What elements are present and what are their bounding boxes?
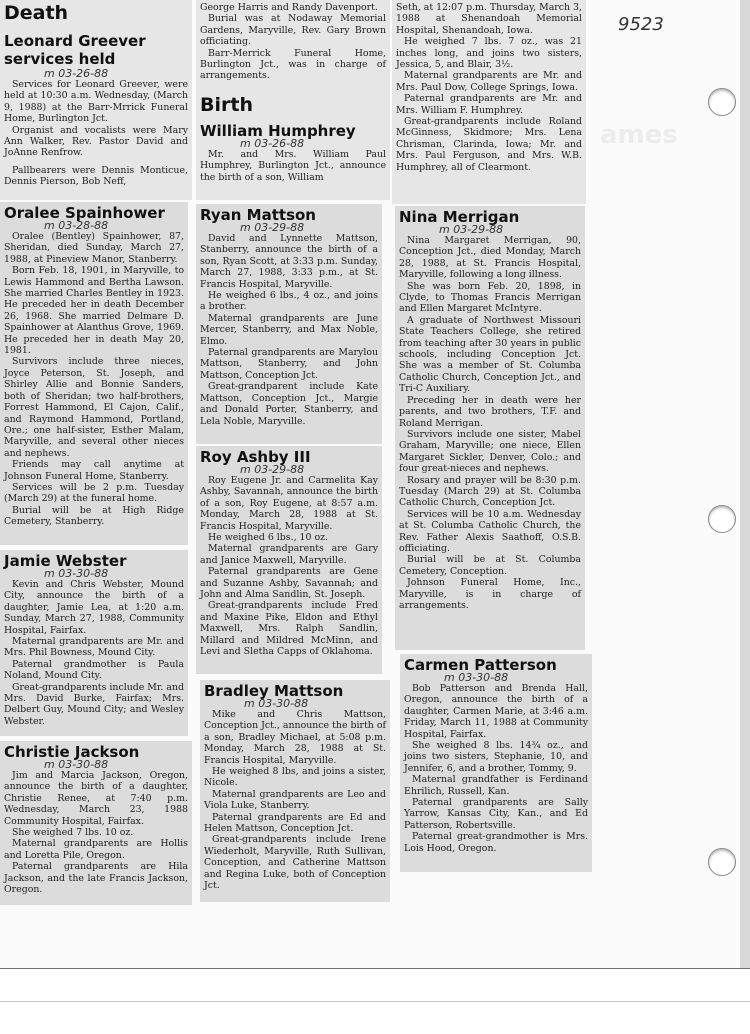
punch-hole-middle	[708, 505, 736, 533]
paragraph: Friends may call anytime at Johnson Funeral Home, Stanberry.	[4, 459, 184, 482]
page-number: 9523	[618, 14, 664, 35]
scan-bottom-line	[0, 1001, 750, 1002]
handwritten-date: m 03-26-88	[44, 67, 109, 80]
paragraph: Great-grandparents include Mr. and Mrs. David Burke, Fairfax; Mrs. Delbert Guy, Mound City; and Wesley Webster.	[4, 681, 184, 727]
paragraph: Paternal grandparents are Mr. and Mrs. William F. Humphrey.	[396, 93, 582, 116]
handwritten-date: m 03-30-88	[44, 567, 109, 580]
obituary-title: Oralee Spainhower	[4, 204, 165, 222]
paragraph: Services will be 10 a.m. Wednesday at St. Columba Catholic Church, the Rev. Father Alexis Saathoff, O.S.B. officiating.	[399, 508, 581, 554]
page-edge-shadow	[740, 0, 750, 1033]
paragraph: Oralee (Bentley) Spainhower, 87, Sheridan, died Sunday, March 27, 1988, at Pineview Manor, Stanberry.	[4, 231, 184, 265]
article-body	[200, 475, 378, 658]
birth-title: Bradley Mattson	[204, 682, 344, 700]
paragraph: Paternal great-grandmother is Mrs. Lois Hood, Oregon.	[404, 831, 588, 854]
handwritten-date: m 03-30-88	[244, 697, 309, 710]
birth-title: Jamie Webster	[4, 552, 127, 570]
paragraph: He weighed 6 lbs., 4 oz., and joins a brother.	[200, 290, 378, 313]
handwritten-date: m 03-29-88	[439, 223, 504, 236]
birth-title: Christie Jackson	[4, 743, 140, 761]
article-body	[200, 2, 386, 82]
article-body	[399, 235, 581, 611]
clipping-spainhower	[0, 202, 188, 545]
birth-title: Carmen Patterson	[404, 656, 557, 674]
paragraph: Maternal grandparents are June Mercer, Stanberry, and Max Noble, Elmo.	[200, 312, 378, 347]
paragraph: Services will be 2 p.m. Tuesday (March 29) at the funeral home.	[4, 481, 184, 505]
clipping-jackson	[0, 741, 192, 905]
paragraph: Great-grandparents include Irene Wiederholt, Maryville, Ruth Sullivan, Conception, and Catherine Mattson and Regina Luke, both of Conception Jct.	[204, 834, 386, 892]
paragraph: She weighed 7 lbs. 10 oz.	[12, 827, 134, 839]
clipping-humphrey-continued	[392, 0, 586, 204]
article-body	[200, 149, 386, 183]
paragraph: Paternal grandparents are Gene and Suzanne Ashby, Savannah; and John and Alma Sandlin, St. Joseph.	[200, 566, 378, 601]
paragraph: Mr. and Mrs. William Paul Humphrey, Burlington Jct., announce the birth of a son, William	[200, 148, 386, 183]
birth-title: William Humphrey	[200, 121, 356, 140]
obituary-title: Leonard Greever services held	[4, 32, 146, 68]
paragraph: Burial will be at High Ridge Cemetery, Stanberry.	[4, 504, 184, 528]
section-heading-death: Death	[4, 2, 69, 24]
paragraph: He weighed 6 lbs., 10 oz.	[208, 532, 329, 544]
paragraph: Great-grandparents include Roland McGinness, Skidmore; Mrs. Lena Chrisman, Clarinda, Iowa; Mr. and Mrs. Paul Ferguson, and Mrs. W.B. Humphrey, all of Clearmont.	[396, 116, 582, 173]
paragraph: Services for Leonard Greever, were held at 10:30 a.m. Wednesday, (March 9, 1988) at the Barr-Mrrick Funeral Home, Burlington Jct.	[4, 79, 188, 125]
obituary-title: Nina Merrigan	[399, 208, 520, 226]
article-body	[4, 579, 184, 727]
birth-title: Roy Ashby III	[200, 448, 311, 466]
paragraph: Paternal grandparents are Hila Jackson, and the late Francis Jackson, Oregon.	[4, 861, 188, 896]
paragraph: George Harris and Randy Davenport.	[200, 2, 378, 13]
paragraph: Great-grandparents include Fred and Maxine Pike, Eldon and Ethyl Maxwell, Mrs. Ralph Sandlin, Millard and Mildred McMinn, and Levi and Sletha Capps of Oklahoma.	[200, 600, 378, 658]
handwritten-date: m 03-26-88	[240, 136, 305, 150]
paragraph: Burial will be at St. Columba Cemetery, Conception.	[399, 554, 581, 577]
handwritten-date: m 03-28-88	[44, 219, 109, 232]
paragraph: Organist and vocalists were Mary Ann Walker, Rev. Pastor David and JoAnne Renfrow.	[4, 124, 188, 159]
paragraph: Maternal grandparents are Leo and Viola Luke, Stanberry.	[204, 788, 386, 812]
paragraph: Kevin and Chris Webster, Mound City, announce the birth of a daughter, Jamie Lea, at 1:20 a.m. Sunday, March 27, 1988, Community Hospital, Fairfax.	[4, 579, 184, 636]
article-body	[404, 683, 588, 854]
paragraph: Born Feb. 18, 1901, in Maryville, to Lewis Hammond and Bertha Lawson. She married Charles Bentley in 1923. He preceded her in death December 26, 1968. She married Delmare D. Spainhower at Alanthus Grove, 1969. He preceded her in death May 20, 1981.	[4, 265, 184, 357]
paragraph: Pallbearers were Dennis Monticue, Dennis Pierson, Bob Neff,	[4, 164, 188, 188]
punch-hole-top	[708, 88, 736, 116]
paragraph: Barr-Merrick Funeral Home, Burlington Jct., was in charge of arrangements.	[200, 47, 386, 82]
paragraph: A graduate of Northwest Missouri State Teachers College, she retired from teaching after 30 years in public schools, including Conception Jct. She was a member of St. Columba Catholic Church, Conception Jct., and Tri-C Auxiliary.	[399, 314, 581, 395]
paragraph: Roy Eugene Jr. and Carmelita Kay Ashby, Savannah, announce the birth of a son, Roy Eugene, at 8:57 a.m. Monday, March 28, 1988 at St. Francis Hospital, Maryville.	[200, 475, 378, 532]
paragraph: Maternal grandparents are Mr. and Mrs. Phil Bowness, Mound City.	[4, 636, 184, 659]
paragraph: Johnson Funeral Home, Inc., Maryville, is in charge of arrangements.	[399, 577, 581, 611]
article-body	[4, 231, 184, 528]
handwritten-date: m 03-29-88	[240, 463, 305, 476]
paragraph: He weighed 7 lbs. 7 oz., was 21 inches long, and joins two sisters, Jessica, 5, and Blair, 3½.	[396, 36, 582, 71]
paragraph: She was born Feb. 20, 1898, in Clyde, to Thomas Francis Merrigan and Ellen Margaret McIntyre.	[399, 280, 581, 315]
paragraph: Mike and Chris Mattson, Conception Jct., announce the birth of a son, Bradley Michael, at 5:08 p.m. Monday, March 28, 1988 at St. Francis Hospital, Maryville.	[204, 709, 386, 766]
handwritten-date: m 03-29-88	[240, 221, 305, 234]
paragraph: Paternal grandparents are Sally Yarrow, Kansas City, Kan., and Ed Patterson, Robertsville.	[404, 797, 588, 831]
clipping-ryan-mattson	[196, 204, 382, 444]
clipping-patterson	[400, 654, 592, 872]
article-body	[204, 709, 386, 892]
paragraph: Seth, at 12:07 p.m. Thursday, March 3, 1988 at Shenandoah Memorial Hospital, Shenandoah, Iowa.	[396, 2, 583, 36]
paragraph: Maternal grandfather is Ferdinand Ehrilich, Russell, Kan.	[404, 774, 588, 797]
paragraph: Burial was at Nodaway Memorial Gardens, Maryville, Rev. Gary Brown officiating.	[200, 13, 386, 48]
paragraph: Great-grandparent include Kate Mattson, Conception Jct., Margie and Donald Porter, Stanberry, and Lela Noble, Maryville.	[200, 381, 378, 427]
paragraph: Rosary and prayer will be 8:30 p.m. Tuesday (March 29) at St. Columba Catholic Church, Conception Jct.	[399, 474, 581, 509]
article-body	[396, 2, 582, 173]
paragraph: Jim and Marcia Jackson, Oregon, announce the birth of a daughter, Christie Renee, at 7:40 p.m. Wednesday, March 23, 1988 Community Hospital, Fairfax.	[4, 770, 188, 827]
paragraph: Preceding her in death were her parents, and two brothers, T.F. and Roland Merrigan.	[399, 394, 581, 429]
handwritten-date: m 03-30-88	[444, 671, 509, 684]
paragraph: Survivors include three nieces, Joyce Peterson, St. Joseph, and Shirley Allie and Bonnie Sanders, both of Sheridan; two half-brothers, Forrest Hammond, El Cajon, Calif., and Raymond Hammond, Portland, Ore.; one half-sister, Esther Malam, Maryville, and several other nieces and nephews.	[4, 356, 184, 459]
paragraph: Maternal grandparents are Hollis and Loretta Pile, Oregon.	[4, 838, 188, 861]
birth-title: Ryan Mattson	[200, 206, 316, 224]
bleed-through-text: ames	[600, 120, 678, 150]
clipping-merrigan	[395, 206, 585, 650]
paragraph: Paternal grandmother is Paula Noland, Mound City.	[4, 658, 184, 682]
article-body	[200, 233, 378, 427]
paragraph: Paternal grandparents are Marylou Mattson, Stanberry, and John Mattson, Conception Jct.	[200, 347, 378, 381]
handwritten-date: m 03-30-88	[44, 758, 109, 771]
clipping-roy-ashby	[196, 446, 382, 674]
paragraph: David and Lynnette Mattson, Stanberry, announce the birth of a son, Ryan Scott, at 3:33 p.m. Sunday, March 27, 1988, 3:33 p.m., at St. Francis Hospital, Maryville.	[200, 233, 378, 290]
paragraph: Survivors include one sister, Mabel Graham, Maryville; one niece, Ellen Margaret Sickler, Denver, Colo.; and four great-nieces and nephews.	[399, 428, 581, 475]
paragraph: He weighed 8 lbs, and joins a sister, Nicole.	[204, 766, 386, 789]
paragraph: Bob Patterson and Brenda Hall, Oregon, announce the birth of a daughter, Carmen Marie, at 3:46 a.m. Friday, March 11, 1988 at Community Hospital, Fairfax.	[404, 683, 588, 740]
clipping-webster	[0, 550, 188, 736]
paragraph: Maternal grandparents are Gary and Janice Maxwell, Maryville.	[200, 543, 378, 566]
clipping-bradley-mattson	[200, 680, 390, 902]
article-body	[4, 770, 188, 895]
paragraph: Nina Margaret Merrigan, 90, Conception Jct., died Monday, March 28, 1988, at St. Francis Hospital, Maryville, following a long illness.	[399, 235, 581, 281]
clipping-greever-continued	[196, 0, 390, 200]
paragraph: Maternal grandparents are Mr. and Mrs. Paul Dow, College Springs, Iowa.	[396, 70, 582, 93]
clipping-greever	[0, 0, 192, 200]
paragraph: She weighed 8 lbs. 14¾ oz., and joins two sisters, Stephanie, 10, and Jennifer, 6, and a brother, Tommy, 9.	[404, 740, 588, 774]
paragraph: Paternal grandparents are Ed and Helen Mattson, Conception Jct.	[204, 811, 386, 835]
article-body	[4, 79, 188, 188]
section-heading-birth: Birth	[200, 93, 253, 116]
punch-hole-bottom	[708, 848, 736, 876]
